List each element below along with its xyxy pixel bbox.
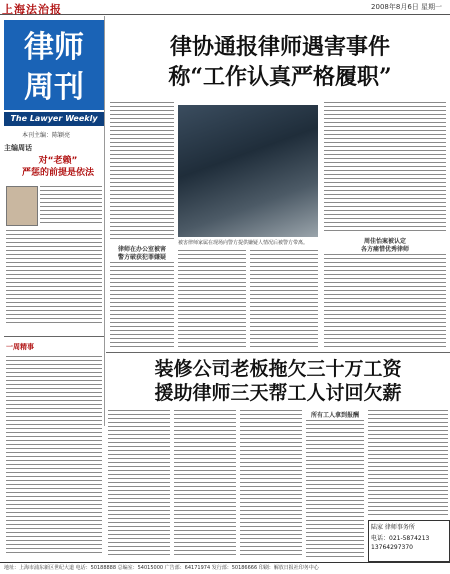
column-headline xyxy=(14,155,102,179)
lead-text-col-1b xyxy=(110,262,174,348)
second-headline-line-1: 装修公司老板拖欠三十万工资 xyxy=(154,358,402,380)
second-text-col-2 xyxy=(174,410,236,558)
sidebar-divider xyxy=(4,336,104,337)
lead-text-col-1 xyxy=(110,102,174,242)
lead-photo-caption: 被害律师家属在现场向警方提供嫌疑人情况后被警方带离。 xyxy=(178,240,309,246)
lead-text-col-2 xyxy=(178,250,246,348)
brand-line-2: 周刊 xyxy=(24,70,84,105)
lead-text-col-4 xyxy=(324,102,446,232)
second-text-col-5 xyxy=(368,410,448,516)
issue-date: 2008年8月6日 星期一 xyxy=(371,3,442,11)
column-headline-line-1: 对“老赖” xyxy=(38,156,78,166)
weekly-news-tag: 一周精事 xyxy=(6,343,34,351)
lead-headline xyxy=(110,32,450,92)
second-subhead-1: 所有工人拿到报酬 xyxy=(310,412,359,419)
lead-subhead-3: 周佳怡案被认定 xyxy=(363,238,406,245)
lead-headline-line-2: 称“工作认真严格履职” xyxy=(168,64,392,90)
second-headline xyxy=(106,357,450,405)
advertisement-box xyxy=(368,520,450,562)
brand-subtitle: The Lawyer Weekly xyxy=(4,112,104,126)
ad-line-2: 电话：021-5874213 xyxy=(371,535,430,542)
lead-text-col-5 xyxy=(324,254,446,348)
second-headline-line-2: 援助律师三天帮工人讨回欠薪 xyxy=(154,382,402,404)
column-text xyxy=(40,186,102,226)
lead-text-col-3 xyxy=(250,250,318,348)
column-headline-line-2: 严惩的前提是依法 xyxy=(21,168,94,178)
lead-photo xyxy=(178,105,318,237)
lead-subhead-4: 各方痛惜优秀律师 xyxy=(360,246,409,253)
brand-line-1: 律师 xyxy=(24,30,84,65)
column-brand xyxy=(4,20,104,110)
lead-headline-line-1: 律协通报律师遇害事件 xyxy=(169,34,390,60)
story-divider xyxy=(106,352,450,353)
masthead: 上海法治报 xyxy=(2,3,62,16)
column-text-body xyxy=(6,230,102,326)
column-tag: 主编周话 xyxy=(4,144,32,152)
ad-line-3: 13764297370 xyxy=(371,544,413,551)
second-text-col-4 xyxy=(306,420,364,558)
lead-subhead-2: 警方破获犯罪嫌疑 xyxy=(117,254,166,261)
ad-line-1: 陆家 律师事务所 xyxy=(371,524,415,531)
author-portrait xyxy=(6,186,38,226)
second-text-col-3 xyxy=(240,410,302,558)
editor-credit: 本刊主编：陈颖亮 xyxy=(22,132,71,139)
page-footer: 地址：上海市浦东新区世纪大道 电话：50188888 总编室：54015000 广告部：64171974 发行部：50186666 印刷：解放日报社印务中心 xyxy=(0,562,450,574)
lead-subhead-1: 律师在办公室被害 xyxy=(117,246,166,253)
weekly-news-text xyxy=(6,356,102,556)
second-text-col-1 xyxy=(108,410,170,558)
